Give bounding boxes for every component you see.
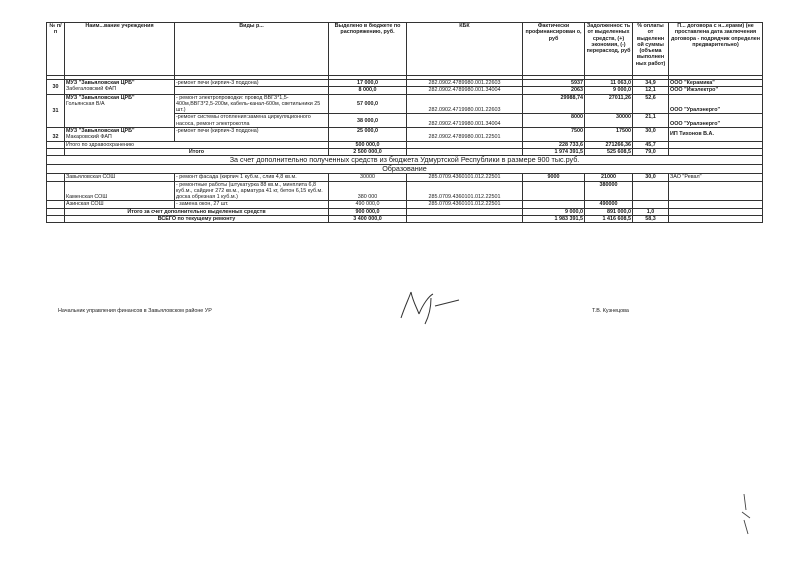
subtotal-alloc: 500 000,0: [329, 141, 407, 148]
edu-work: - ремонт фасада (кирпич 1 куб.м., слив 4,8 кв.м.: [175, 174, 329, 181]
row-work: -ремонт печи (кирпич-3 поддона): [175, 128, 329, 142]
edu-pct: 30,0: [633, 174, 669, 181]
edu-fin: [523, 181, 585, 201]
row-work: -ремонт печи (кирпич-3 поддона): [175, 80, 329, 87]
row-kbk: 282.0902.4719980.001.22603: [407, 94, 523, 114]
subtotal-pct: 45,7: [633, 141, 669, 148]
total-alloc: 2 500 000,0: [329, 148, 407, 155]
edu-contract: [669, 201, 763, 208]
row-contract: ИП Тихонов В.А.: [669, 128, 763, 142]
inst-sub: Макаровский ФАП: [66, 134, 112, 141]
row-kbk: 282.0902.4789980.001.22501: [407, 128, 523, 142]
row-alloc: 17 000,0: [329, 80, 407, 87]
extra-funds-header: За счет дополнительно полученных средств из бюджета Удмуртской Республики в размере 900 тыс.руб.: [47, 156, 763, 165]
signature-scribble: [395, 288, 465, 328]
row-kbk: 282.0902.4789980.001.22603: [407, 80, 523, 87]
table-row: [47, 201, 763, 208]
edu-debt: 490000: [585, 201, 633, 208]
edu-institution: Азинская СОШ: [65, 201, 175, 208]
col-work-types: Виды р...: [175, 23, 329, 76]
col-debt: Задолженнос ть от выделенных средств, (+) экономия, (-) перерасход, руб: [585, 23, 633, 76]
row-contract: ООО "Уралэнерго": [669, 114, 763, 128]
grand-total-label: ВСЕГО по текущему ремонту: [65, 216, 329, 223]
row-pct: 34,9: [633, 80, 669, 87]
edu-alloc: 380 000: [329, 181, 407, 201]
grand-total-debt: 1 416 608,5: [585, 216, 633, 223]
total-pct: 79,0: [633, 148, 669, 155]
footer-signatory: Т.В. Кузнецова: [592, 308, 629, 314]
footer-position: Начальник управления финансов в Завьяловском районе УР: [58, 308, 212, 314]
row-pct: 30,0: [633, 128, 669, 142]
edu-kbk: 285.0709.4360101.012.22501: [407, 174, 523, 181]
table-row: [47, 94, 763, 114]
total-row: [47, 148, 763, 155]
subtotal-label: Итого по здравоохранению: [65, 141, 329, 148]
row-fin: 7500: [523, 128, 585, 142]
row-fin: 8000: [523, 114, 585, 128]
row-debt: 17500: [585, 128, 633, 142]
row-fin: 5937: [523, 80, 585, 87]
grand-total-fin: 1 983 391,5: [523, 216, 585, 223]
edu-institution: Каменская СОШ: [65, 181, 175, 201]
row-alloc: 8 000,0: [329, 87, 407, 94]
row-kbk: 282.0902.4789980.001.34004: [407, 87, 523, 94]
table-row: [47, 174, 763, 181]
table-row: [47, 128, 763, 142]
col-pct: % оплаты от выделенн ой суммы (объема выполнен ных работ): [633, 23, 669, 76]
row-contract: ООО "Уралэнерго": [669, 94, 763, 114]
row-num: 32: [47, 128, 65, 142]
table-row: [47, 80, 763, 87]
total-label: Итого: [65, 148, 329, 155]
col-contract: П... договора с н...ерами) (не проставлена дата заключения договора - подрядчик определен предварительно): [669, 23, 763, 76]
inst-sub: Гольянская В/А: [66, 100, 105, 107]
row-institution: [65, 128, 175, 142]
edu-fin: [523, 201, 585, 208]
col-financed: Фактически профинансирован о, руб: [523, 23, 585, 76]
row-fin: 29988,74: [523, 94, 585, 114]
extra-total-fin: 9 000,0: [523, 208, 585, 215]
col-num: № п/п: [47, 23, 65, 76]
education-header: Образование: [47, 165, 763, 174]
subtotal-health-row: [47, 141, 763, 148]
extra-total-label: Итого за счет дополнительно выделенных средств: [65, 208, 329, 215]
row-alloc: 25 000,0: [329, 128, 407, 142]
col-kbk: КБК: [407, 23, 523, 76]
table-row: [47, 181, 763, 201]
row-pct: 21,1: [633, 114, 669, 128]
row-num: 30: [47, 80, 65, 95]
row-work: - ремонт электропроводки: провод ВВГЗ*1,5-400м,ВВГЗ*2,5-200м, кабель-канал-600м, светильники 25 шт.): [175, 94, 329, 114]
edu-pct: [633, 201, 669, 208]
row-kbk: 282.0902.4719980.001.34004: [407, 114, 523, 128]
repair-table: [46, 22, 763, 223]
edu-work: - замена окон, 27 шт.: [175, 201, 329, 208]
inst-name: МУЗ "Завьяловская ЦРБ": [66, 94, 135, 101]
subtotal-fin: 228 733,6: [523, 141, 585, 148]
edu-alloc: 490 000,0: [329, 201, 407, 208]
inst-name: МУЗ "Завьяловская ЦРБ": [66, 128, 135, 135]
edu-alloc: 30000: [329, 174, 407, 181]
edu-work: - ремонтные работы (штукатурка 88 кв.м., минплита 6,8 куб.м., сайдинг 272 кв.м., арматура 41 кг, бетон 6,15 куб.м. доска обрезная 1 куб.м.): [175, 181, 329, 201]
row-debt: 11 063,0: [585, 80, 633, 87]
row-debt: 30000: [585, 114, 633, 128]
edu-institution: Завьяловская СОШ: [65, 174, 175, 181]
row-num: 31: [47, 94, 65, 127]
edu-pct: [633, 181, 669, 201]
grand-total-row: [47, 216, 763, 223]
col-institution: Наим...вание учреждения: [65, 23, 175, 76]
row-alloc: 38 000,0: [329, 114, 407, 128]
row-debt: 9 000,0: [585, 87, 633, 94]
edu-kbk: 285.0709.4360101.012.22501: [407, 181, 523, 201]
grand-total-alloc: 3 400 000,0: [329, 216, 407, 223]
extra-total-row: [47, 208, 763, 215]
header-row: [47, 23, 763, 76]
grand-total-pct: 58,3: [633, 216, 669, 223]
edu-fin: 9000: [523, 174, 585, 181]
total-fin: 1 974 391,5: [523, 148, 585, 155]
margin-mark: [738, 490, 758, 540]
inst-sub: Забегаловский ФАП: [66, 86, 117, 93]
subtotal-debt: 271266,36: [585, 141, 633, 148]
col-allocated: Выделено в бюджете по распоряжению, руб.: [329, 23, 407, 76]
extra-funds-header-row: [47, 156, 763, 165]
edu-debt: 380000: [585, 181, 633, 201]
row-contract: ООО "Ижэлектро": [669, 87, 763, 94]
total-debt: 525 608,5: [585, 148, 633, 155]
row-pct: 52,6: [633, 94, 669, 114]
row-contract: ООО "Керамика": [669, 80, 763, 87]
extra-total-debt: 891 000,0: [585, 208, 633, 215]
edu-contract: ЗАО "Ревал": [669, 174, 763, 181]
education-header-row: [47, 165, 763, 174]
edu-contract: [669, 181, 763, 201]
row-work: -ремонт системы отопления:замена циркуляционного насоса, ремонт электрокотла: [175, 114, 329, 128]
extra-total-pct: 1,0: [633, 208, 669, 215]
edu-kbk: 285.0709.4360101.012.22501: [407, 201, 523, 208]
document-table-wrapper: [46, 22, 762, 223]
row-work: [175, 87, 329, 94]
row-alloc: 57 000,0: [329, 94, 407, 114]
extra-total-alloc: 900 000,0: [329, 208, 407, 215]
row-institution: [65, 94, 175, 127]
row-pct: 12,1: [633, 87, 669, 94]
row-debt: 27011,26: [585, 94, 633, 114]
inst-name: МУЗ "Завьяловская ЦРБ": [66, 80, 135, 86]
edu-debt: 21000: [585, 174, 633, 181]
row-fin: 2063: [523, 87, 585, 94]
row-institution: [65, 80, 175, 95]
